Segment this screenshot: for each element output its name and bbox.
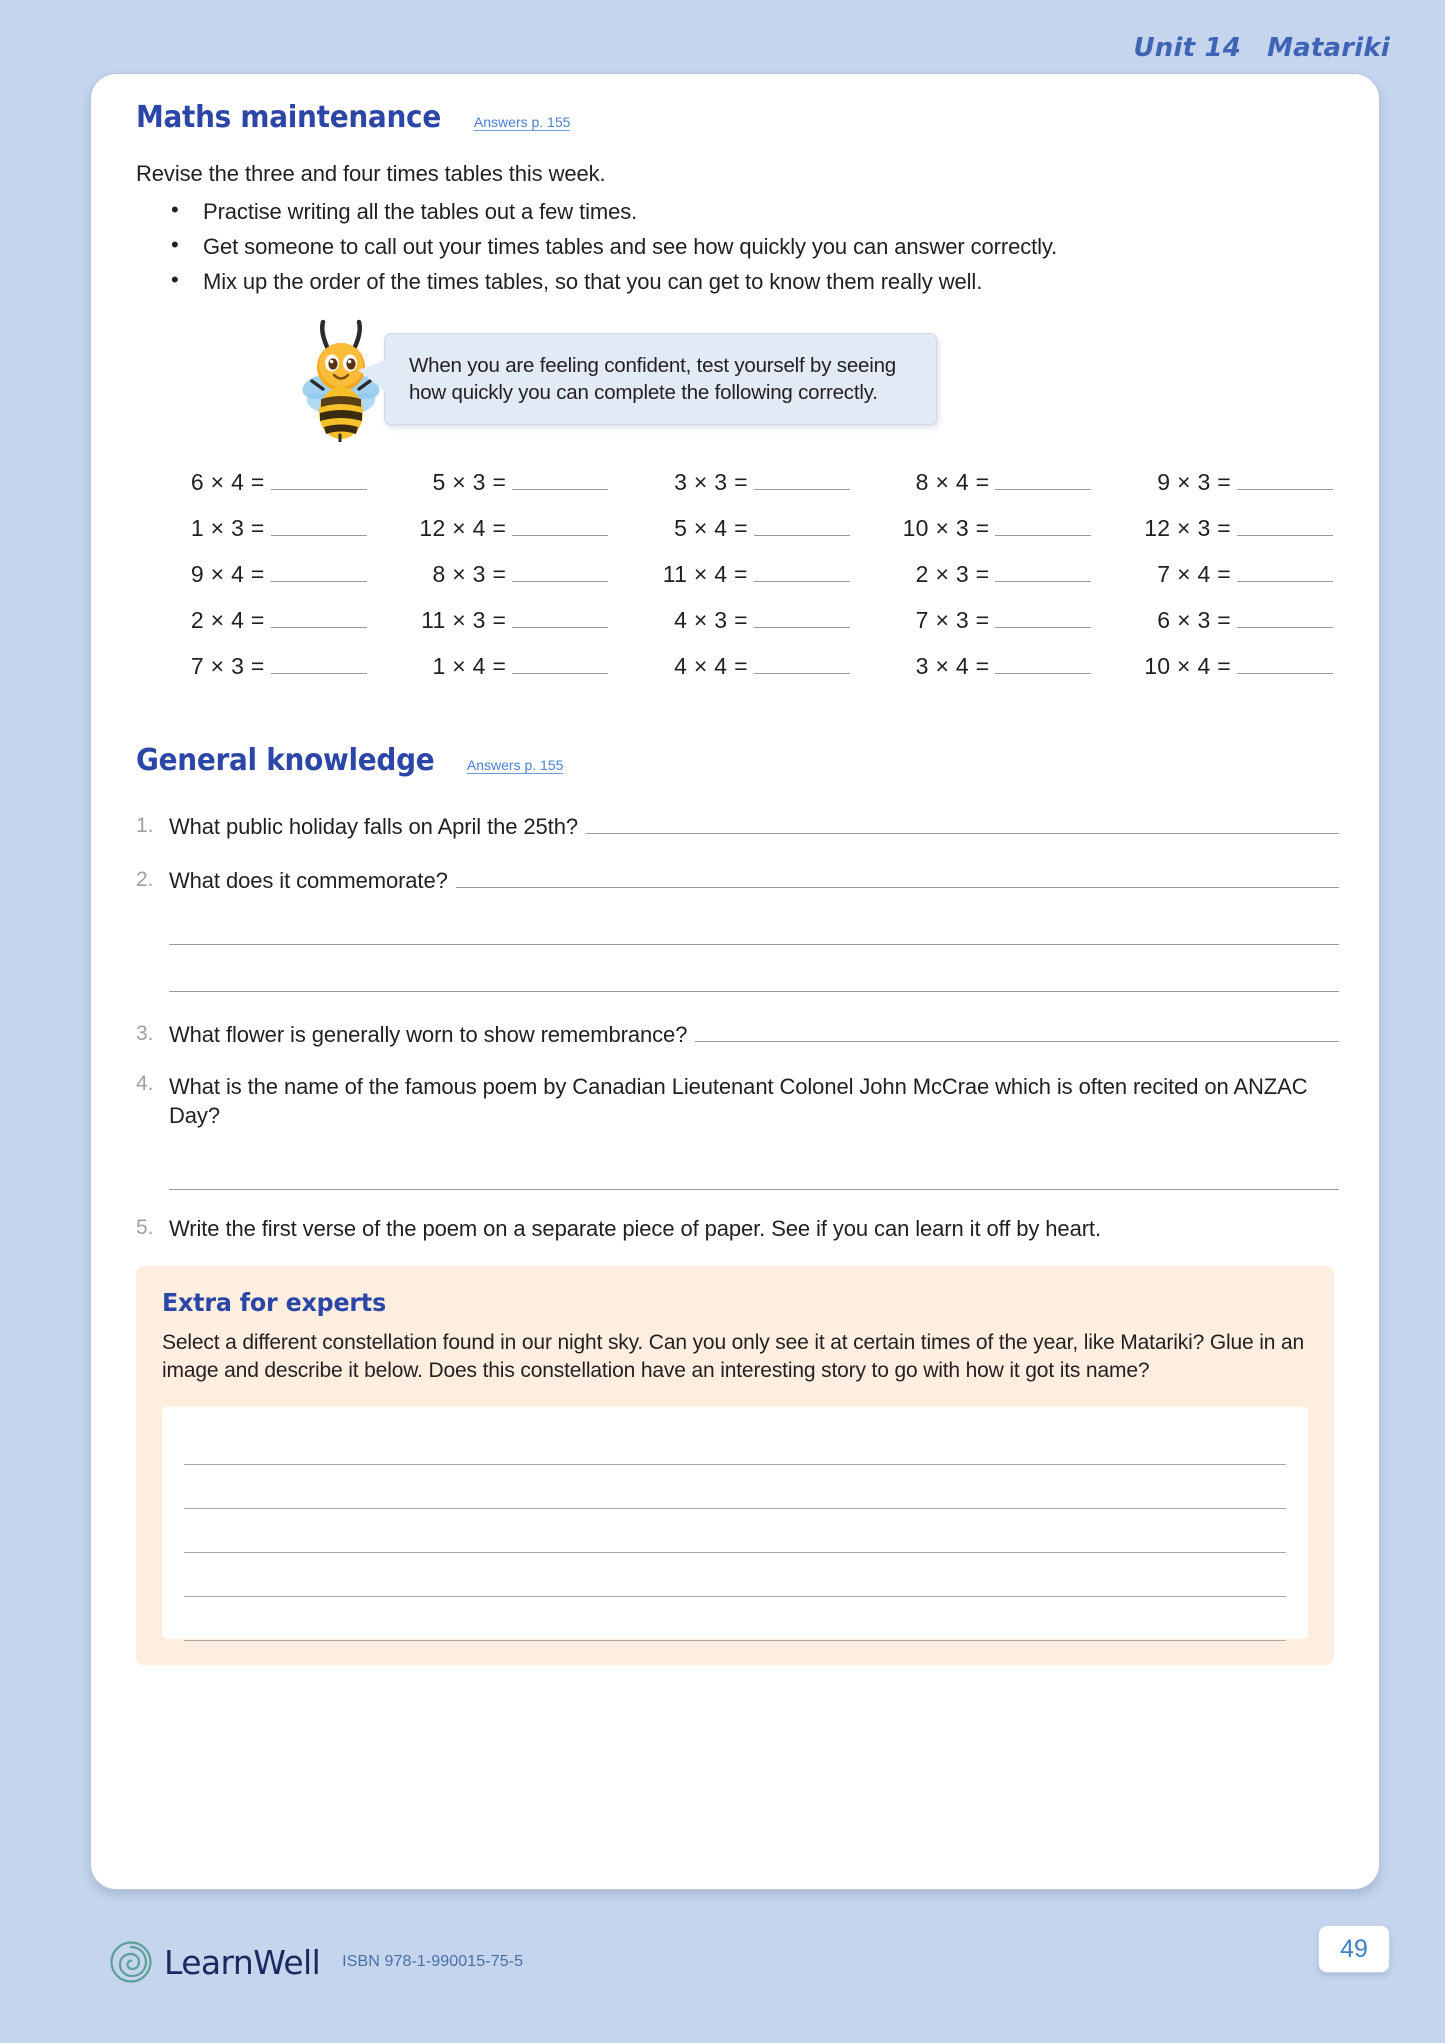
question-text: What public holiday falls on April the 25th? [169, 814, 578, 839]
times-table-question: 6 × 3 = [1157, 607, 1231, 633]
times-table-question: 11 × 4 = [662, 561, 748, 587]
times-table-question: 4 × 4 = [674, 653, 748, 679]
worksheet-card [90, 73, 1380, 1890]
answer-blank[interactable] [271, 654, 367, 674]
answer-blank[interactable] [995, 654, 1091, 674]
times-table-item [131, 653, 373, 699]
answer-rule[interactable] [695, 1024, 1339, 1042]
times-table-item [131, 469, 373, 515]
general-knowledge-answers-reference: Answers p. 155 [466, 757, 564, 773]
unit-label: Unit 14 [1133, 33, 1242, 63]
answer-blank[interactable] [1237, 608, 1333, 628]
answer-blank[interactable] [995, 562, 1091, 582]
maths-maintenance-title: Maths maintenance [136, 100, 441, 135]
writing-line[interactable] [184, 1597, 1286, 1641]
writing-line[interactable] [184, 1509, 1286, 1553]
answer-blank[interactable] [1237, 516, 1333, 536]
times-table-item [373, 607, 615, 653]
times-table-question: 6 × 4 = [190, 469, 265, 495]
answer-blank[interactable] [1237, 562, 1333, 582]
maths-answers-reference: Answers p. 155 [473, 114, 571, 130]
times-table-question: 9 × 4 = [190, 561, 265, 587]
times-table-item [614, 469, 856, 515]
times-table-question: 5 × 3 = [432, 469, 507, 495]
question-row [131, 814, 1339, 840]
times-table-question: 8 × 4 = [915, 469, 990, 495]
answer-blank[interactable] [512, 516, 608, 536]
question-row [131, 1216, 1339, 1242]
question-text: Write the first verse of the poem on a separate piece of paper. See if you can learn it off by heart. [169, 1215, 1101, 1241]
times-table-item [614, 607, 856, 653]
times-table-item [614, 653, 856, 699]
writing-line[interactable] [184, 1553, 1286, 1597]
times-table-question: 12 × 4 = [419, 515, 507, 541]
times-table-question: 9 × 3 = [1157, 469, 1231, 495]
extra-for-experts-body: Select a different constellation found in our night sky. Can you only see it at certain times of the year, like Matariki? Glue in an image and describe it below. Does this constellation have an interesting story to go with how it got its name? [162, 1330, 1305, 1382]
answer-blank[interactable] [995, 516, 1091, 536]
question-row [131, 868, 1339, 894]
times-table-item [856, 515, 1098, 561]
times-table-question: 11 × 3 = [421, 607, 507, 633]
maths-maintenance-heading [136, 74, 1339, 135]
learnwell-brand-name: LearnWell [164, 1942, 321, 1982]
maths-intro-text: Revise the three and four times tables this week. [136, 161, 606, 186]
times-table-item [373, 515, 615, 561]
question-row [131, 1072, 1339, 1131]
answer-blank[interactable] [754, 516, 850, 536]
times-table-question: 2 × 4 = [190, 607, 265, 633]
times-table-question: 1 × 4 = [432, 653, 507, 679]
page-number-badge [1318, 1925, 1390, 1973]
answer-blank[interactable] [512, 562, 608, 582]
times-table-item [373, 469, 615, 515]
list-item: • Practise writing all the tables out a few times. [131, 199, 1339, 225]
answer-blank[interactable] [271, 470, 367, 490]
times-table-question: 1 × 3 = [190, 515, 265, 541]
speech-bubble-tail [358, 360, 386, 392]
question-number: 5. [136, 1215, 154, 1239]
times-table-question: 10 × 3 = [902, 515, 990, 541]
times-table-item [856, 607, 1098, 653]
question-text: What is the name of the famous poem by Canadian Lieutenant Colonel John McCrae which is often recited on ANZAC Day? [169, 1074, 1308, 1129]
bee-tip-row [131, 317, 1339, 445]
answer-blank[interactable] [754, 562, 850, 582]
maths-bullet-list [131, 199, 1339, 295]
general-knowledge-heading [136, 743, 1339, 778]
general-knowledge-question-list [131, 814, 1339, 1242]
unit-name: Matariki [1267, 33, 1390, 63]
times-table-item [131, 561, 373, 607]
list-item: • Mix up the order of the times tables, so that you can get to know them really well. [131, 269, 1339, 295]
times-table-item [1097, 469, 1339, 515]
question-number: 1. [136, 814, 154, 837]
answer-blank[interactable] [1237, 654, 1333, 674]
writing-line[interactable] [184, 1465, 1286, 1509]
question-number: 3. [136, 1022, 154, 1045]
extra-for-experts-box [136, 1266, 1334, 1666]
answer-blank[interactable] [995, 608, 1091, 628]
times-table-question: 5 × 4 = [674, 515, 748, 541]
times-table-question: 8 × 3 = [432, 561, 507, 587]
times-table-item [614, 561, 856, 607]
general-knowledge-title: General knowledge [136, 743, 435, 778]
times-table-item [1097, 607, 1339, 653]
isbn-text: ISBN 978-1-990015-75-5 [342, 1953, 524, 1970]
question-number: 2. [136, 868, 154, 891]
times-tables-grid [131, 469, 1339, 699]
times-table-item [1097, 561, 1339, 607]
extra-for-experts-title: Extra for experts [162, 1287, 387, 1317]
extra-writing-area[interactable] [162, 1407, 1308, 1639]
times-table-question: 10 × 4 = [1144, 653, 1231, 679]
times-table-question: 7 × 3 = [915, 607, 990, 633]
answer-blank[interactable] [271, 516, 367, 536]
answer-blank[interactable] [995, 470, 1091, 490]
times-table-item [131, 515, 373, 561]
unit-header [1133, 33, 1390, 63]
page-number: 49 [1340, 1934, 1368, 1963]
footer [110, 1941, 523, 1983]
answer-blank[interactable] [512, 654, 608, 674]
times-table-question: 3 × 4 = [915, 653, 990, 679]
times-table-question: 4 × 3 = [674, 607, 748, 633]
answer-rule[interactable] [456, 870, 1339, 888]
answer-rule[interactable] [586, 816, 1339, 834]
times-table-question: 12 × 3 = [1144, 515, 1231, 541]
times-table-item [856, 653, 1098, 699]
answer-blank[interactable] [271, 562, 367, 582]
times-table-item [614, 515, 856, 561]
times-table-item [856, 561, 1098, 607]
times-table-item [856, 469, 1098, 515]
answer-blank[interactable] [1237, 470, 1333, 490]
answer-blank[interactable] [271, 608, 367, 628]
times-table-item [131, 607, 373, 653]
question-text: What does it commemorate? [169, 868, 448, 893]
times-table-item [1097, 515, 1339, 561]
times-table-item [373, 653, 615, 699]
answer-blank[interactable] [512, 608, 608, 628]
times-table-question: 7 × 4 = [1157, 561, 1231, 587]
answer-blank[interactable] [754, 470, 850, 490]
bee-tip-text: When you are feeling confident, test yourself by seeing how quickly you can complete the following correctly. [409, 354, 896, 405]
question-number: 4. [136, 1072, 154, 1095]
question-text: What flower is generally worn to show remembrance? [169, 1022, 688, 1047]
times-table-question: 2 × 3 = [915, 561, 990, 587]
times-table-question: 3 × 3 = [674, 469, 748, 495]
question-row [131, 1022, 1339, 1048]
times-table-item [1097, 653, 1339, 699]
answer-blank[interactable] [754, 608, 850, 628]
writing-line[interactable] [184, 1421, 1286, 1465]
list-item: • Get someone to call out your times tables and see how quickly you can answer correctly. [131, 234, 1339, 260]
times-table-item [373, 561, 615, 607]
answer-blank[interactable] [754, 654, 850, 674]
bee-speech-bubble [384, 333, 937, 425]
times-table-question: 7 × 3 = [190, 653, 265, 679]
learnwell-spiral-logo-icon [110, 1941, 152, 1983]
answer-blank[interactable] [512, 470, 608, 490]
